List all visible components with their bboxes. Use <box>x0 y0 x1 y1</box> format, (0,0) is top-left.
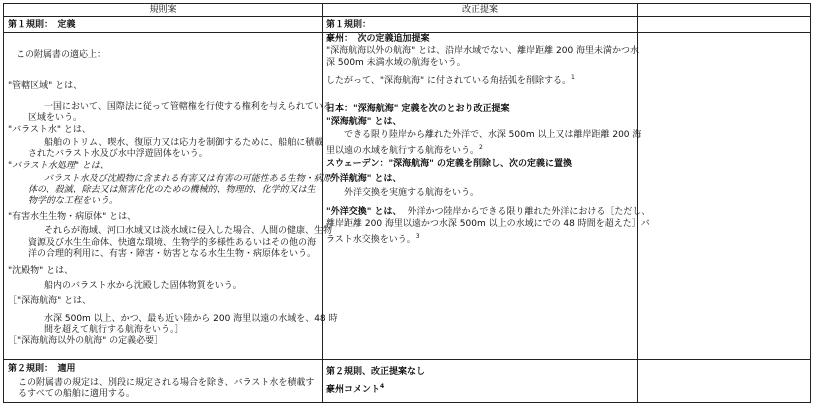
australia-body-text: したがって、"深海航海" に付されている角括弧を削除する。 <box>326 76 571 86</box>
def-term-jurisdiction: "管轄区域" とは、 <box>8 81 83 91</box>
rule1-heading-proposal: 第１規則： <box>326 20 372 30</box>
row-divider <box>4 359 810 360</box>
comparison-table <box>3 3 811 403</box>
def-body: 区域をいう。 <box>28 113 83 123</box>
japan-term: "深海航海" とは、 <box>326 117 402 127</box>
column-divider <box>322 4 323 402</box>
sweden-heading: スウェーデン："深海航海" の定義を削除し、次の定義に置換 <box>326 159 572 169</box>
def-term-deep-sea-voyage: ［"深海航海" とは、 <box>8 296 92 306</box>
header-amendment-proposal: 改正提案 <box>461 5 498 15</box>
def-required-note: ［"深海航海以外の航海" の定義必要］ <box>8 336 164 346</box>
def-term-sediments: "沈殿物" とは、 <box>8 266 74 276</box>
footnote-marker: 3 <box>415 233 420 240</box>
australia-body <box>326 72 575 87</box>
rule1-heading: 第１規則： 定義 <box>8 20 76 30</box>
def-body: バラスト水及び沈殿物に含まれる有害又は有害の可能性ある生物・病原 <box>44 174 332 184</box>
footnote-marker: 1 <box>570 74 575 81</box>
sweden-body: 外洋交換を実施する航海をいう。 <box>344 188 480 198</box>
def-body: 水深 500m 以上、かつ、最も近い陸から 200 海里以遠の水域を、48 時 <box>44 314 338 324</box>
australia-heading: 豪州： 次の定義追加提案 <box>326 34 430 44</box>
japan-heading: 日本："深海航海" 定義を次のとおり改正提案 <box>326 104 510 114</box>
rule2-heading: 第２規則： 適用 <box>8 364 76 374</box>
sweden-body-text: ラスト水交換をいう。 <box>326 235 416 245</box>
def-body: 一国において、国際法に従って管轄権を行使する権利を与えられている <box>44 102 332 112</box>
footnote-marker: 4 <box>380 383 385 390</box>
def-body: 洋の合理的利用に、有害・障害・妨害となる水生生物・病原体をいう。 <box>28 249 317 259</box>
def-body: 船内のバラスト水から沈殿した固体物質をいう。 <box>44 281 242 291</box>
rule2-body: この附属書の規定は、別段に規定される場合を除き、バラスト水を積載す <box>18 378 315 388</box>
australia-body: 深 500m 未満水域の航海をいう。 <box>326 58 466 68</box>
japan-body <box>326 142 483 157</box>
intro-text: この附属書の適応上： <box>16 50 107 60</box>
def-term-ballast-water: "バラスト水" とは、 <box>8 125 91 135</box>
japan-body-text: 里以遠の水域を航行する航海をいう。 <box>326 146 480 156</box>
sweden-body: 外洋かつ陸岸からできる限り離れた外洋における［ただし、 <box>407 207 651 217</box>
def-body: 間を超えて航行する航海をいう。］ <box>44 325 184 335</box>
def-body: 資源及び水生生命体、快適な環境、生物学的多様性あるいはその他の海 <box>28 238 317 248</box>
australia-comment-text: 豪州コメント <box>326 385 381 395</box>
sweden-body: 離岸距離 200 海里以遠かつ水深 500m 以上の水域にでの 48 時間を超えた］バ <box>326 219 650 229</box>
header-divider <box>4 16 810 17</box>
sweden-term-open-sea-voyage: "外洋航海" とは、 <box>326 174 402 184</box>
header-rule-draft: 規則案 <box>149 5 177 15</box>
def-term-ballast-treatment: "バラスト水処理" とは、 <box>8 161 109 171</box>
sweden-exchange-row <box>326 207 650 218</box>
rule2-proposal-heading: 第２規則、改正提案なし <box>326 367 426 377</box>
australia-comment <box>326 381 384 396</box>
sweden-body <box>326 231 420 246</box>
header-notes <box>638 5 810 16</box>
japan-body: できる限り陸岸から離れた外洋で、水深 500m 以上又は離岸距離 200 海 <box>344 130 642 140</box>
def-body: それらが海域、河口水域又は淡水域に侵入した場合、人間の健康、生物 <box>44 226 333 236</box>
sweden-term-open-sea-exchange: "外洋交換" とは、 <box>326 207 402 217</box>
def-body: 船舶のトリム、喫水、復原力又は応力を制御するために、船舶に積載 <box>44 138 324 148</box>
def-body: 体の、殺滅、除去又は無害化化のための機械的、物理的、化学的又は生 <box>28 185 316 195</box>
row-divider <box>4 32 810 33</box>
def-term-harmful-organisms: "有害水生生物・病原体" とは、 <box>8 212 137 222</box>
footnote-marker: 2 <box>479 144 483 151</box>
def-body: 物学的な工程をいう。 <box>28 196 119 206</box>
column-divider <box>637 4 638 402</box>
rule2-body: るすべての船舶に適用する。 <box>18 389 135 399</box>
australia-body: "深海航海以外の航海" とは、沿岸水域でない、離岸距離 200 海里未満かつ水 <box>326 46 640 56</box>
def-body: されたバラスト水及び水中浮遊固体をいう。 <box>28 149 208 159</box>
